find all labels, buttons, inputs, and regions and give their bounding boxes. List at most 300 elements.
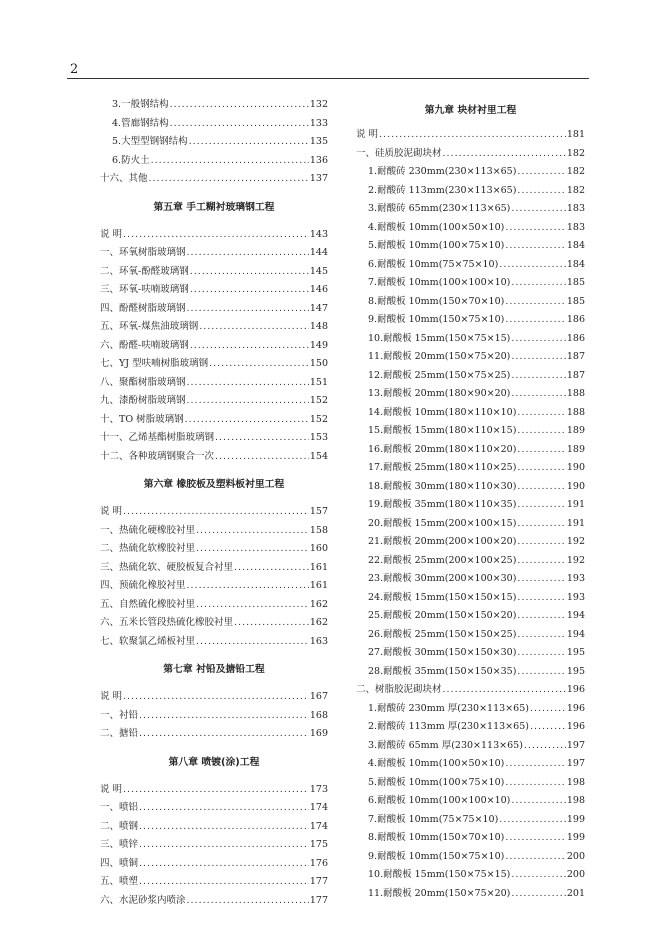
toc-entry-title: 4.管廊钢结构 [112, 117, 169, 129]
toc-entry-page: 160 [309, 543, 328, 554]
toc-entry-title: 一、环氧树脂玻璃钢 [100, 247, 186, 258]
toc-entry-page: 161 [309, 561, 328, 573]
toc-entry-title: 5.大型型钢钢结构 [112, 136, 188, 147]
toc-dot-leader [517, 166, 565, 177]
toc-entry-page: 186 [566, 332, 585, 344]
toc-entry [356, 219, 585, 238]
toc-entry-title: 一、硅质胶泥砌块材 [356, 147, 442, 159]
toc-dot-leader [511, 370, 565, 381]
toc-entry-title: 说 明 [100, 783, 123, 795]
toc-entry-title: 四、预硫化橡胶衬里 [100, 580, 186, 591]
toc-entry-page: 201 [566, 887, 585, 899]
toc-dot-leader [517, 555, 565, 566]
toc-dot-leader [187, 895, 309, 906]
toc-entry-title: 二、环氧-酚醛玻璃钢 [100, 265, 189, 277]
toc-dot-leader [505, 222, 566, 233]
toc-entry [100, 633, 328, 652]
toc-dot-leader [234, 562, 309, 573]
toc-dot-leader [511, 277, 565, 288]
toc-entry-page: 185 [566, 295, 585, 307]
toc-entry [356, 293, 585, 312]
toc-entry-title: 二、喷钢 [100, 820, 139, 832]
toc-entry-page: 196 [566, 702, 585, 714]
toc-entry [100, 725, 328, 744]
toc-dot-leader [196, 636, 309, 647]
toc-dot-leader [170, 118, 309, 129]
toc-entry-title: 七、YJ 型呋喃树脂玻璃钢 [100, 358, 209, 369]
toc-dot-leader [139, 710, 309, 721]
toc-entry-page: 177 [309, 894, 328, 906]
chapter-heading: 第八章 喷镀(涂)工程 [168, 756, 260, 768]
toc-entry-title: 11.耐酸板 20mm(150×75×20) [368, 887, 511, 899]
toc-entry-title: 7.耐酸板 10mm(75×75×10) [368, 813, 499, 825]
toc-entry-title: 15.耐酸板 15mm(180×110×15) [368, 425, 517, 436]
toc-entry-page: 147 [309, 302, 328, 314]
toc-entry [356, 774, 585, 793]
toc-dot-leader [511, 795, 565, 806]
toc-entry-page: 146 [309, 284, 328, 295]
toc-entry-page: 195 [566, 647, 585, 658]
toc-entry-page: 151 [309, 376, 328, 388]
toc-dot-leader [517, 481, 565, 492]
toc-dot-leader [215, 432, 309, 443]
toc-entry [356, 792, 585, 811]
toc-entry-page: 200 [566, 850, 585, 862]
toc-entry-page: 197 [566, 739, 585, 751]
toc-entry [356, 533, 585, 552]
toc-entry-title: 十、TO 树脂玻璃钢 [100, 413, 184, 425]
toc-entry-title: 16.耐酸板 20mm(180×110×20) [368, 443, 517, 455]
toc-entry [100, 170, 328, 189]
toc-dot-leader [524, 740, 566, 751]
toc-entry-page: 194 [566, 628, 585, 640]
chapter-heading: 第五章 手工糊衬玻璃钢工程 [153, 201, 275, 213]
toc-entry-page: 148 [309, 321, 328, 332]
toc-entry-title: 说 明 [100, 506, 123, 517]
toc-dot-leader [505, 832, 566, 843]
toc-entry-title: 20.耐酸板 15mm(200×100×15) [368, 517, 517, 529]
toc-entry-page: 184 [566, 240, 585, 251]
toc-entry-title: 17.耐酸板 25mm(180×110×25) [368, 462, 517, 473]
toc-entry [100, 688, 328, 707]
toc-dot-leader [187, 395, 309, 406]
chapter-heading: 第七章 衬铅及搪铅工程 [163, 664, 265, 675]
toc-dot-leader [149, 173, 309, 184]
toc-entry-page: 193 [566, 591, 585, 603]
toc-entry-title: 二、热硫化软橡胶衬里 [100, 543, 196, 554]
toc-entry-page: 195 [566, 665, 585, 677]
toc-entry-title: 2.耐酸砖 113mm 厚(230×113×65) [368, 721, 529, 732]
toc-entry-page: 136 [309, 154, 328, 166]
toc-entry-title: 三、喷锌 [100, 839, 139, 850]
toc-group [100, 96, 328, 170]
toc-dot-leader [530, 721, 566, 732]
toc-dot-leader [517, 499, 565, 510]
toc-entry-title: 十一、乙烯基酯树脂玻璃钢 [100, 432, 215, 443]
toc-dot-leader [443, 148, 566, 159]
toc-entry-title: 18.耐酸板 30mm(180×110×30) [368, 480, 517, 492]
toc-entry-title: 一、衬铅 [100, 709, 139, 721]
toc-entry-page: 200 [566, 869, 585, 880]
toc-dot-leader [517, 518, 565, 529]
toc-entry-page: 183 [566, 221, 585, 233]
toc-entry [356, 885, 585, 904]
toc-dot-leader [187, 377, 309, 388]
toc-dot-leader [189, 136, 309, 147]
toc-column-right [356, 96, 585, 903]
toc-entry-title: 9.耐酸板 10mm(150×75×10) [368, 314, 505, 325]
toc-entry [100, 448, 328, 467]
toc-entry [356, 422, 585, 441]
toc-entry-title: 三、热硫化软、硬胶板复合衬里 [100, 561, 234, 573]
toc-entry [100, 892, 328, 911]
toc-entry-title: 1.耐酸砖 230mm(230×113×65) [368, 166, 517, 177]
toc-entry-page: 184 [566, 258, 585, 270]
toc-entry-title: 五、自然硫化橡胶衬里 [100, 598, 196, 610]
toc-entry-page: 194 [566, 610, 585, 621]
toc-entry-page: 199 [566, 813, 585, 825]
toc-entry-title: 2.耐酸砖 113mm(230×113×65) [368, 184, 517, 196]
toc-dot-leader [530, 703, 566, 714]
toc-entry-page: 149 [309, 339, 328, 351]
toc-entry [356, 348, 585, 367]
toc-entry [356, 441, 585, 460]
toc-dot-leader [517, 666, 565, 677]
toc-entry-title: 6.耐酸板 10mm(75×75×10) [368, 258, 499, 270]
toc-entry [356, 330, 585, 349]
toc-entry-title: 3.一般钢结构 [112, 99, 169, 110]
toc-entry [100, 355, 328, 374]
toc-entry [356, 700, 585, 719]
toc-dot-leader [187, 247, 309, 258]
toc-group [100, 781, 328, 911]
toc-entry [356, 237, 585, 256]
toc-entry-title: 5.耐酸板 10mm(100×75×10) [368, 776, 505, 788]
toc-dot-leader [511, 388, 565, 399]
toc-dot-leader [517, 462, 565, 473]
toc-group [100, 688, 328, 744]
toc-entry [100, 318, 328, 337]
toc-dot-leader [517, 407, 565, 418]
toc-dot-leader [511, 869, 565, 880]
toc-entry-page: 182 [566, 184, 585, 196]
toc-dot-leader [190, 340, 309, 351]
toc-entry [356, 607, 585, 626]
toc-entry [356, 385, 585, 404]
toc-entry-page: 187 [566, 369, 585, 381]
toc-entry-page: 137 [309, 173, 328, 184]
toc-entry [100, 614, 328, 633]
toc-entry-page: 144 [309, 247, 328, 258]
toc-entry-title: 9.耐酸板 10mm(150×75×10) [368, 850, 505, 862]
toc-entry-page: 193 [566, 573, 585, 584]
toc-dot-leader [199, 321, 309, 332]
toc-entry-title: 四、酚醛树脂玻璃钢 [100, 302, 186, 314]
toc-dot-leader [170, 99, 309, 110]
toc-entry-page: 182 [566, 147, 585, 159]
toc-dot-leader [505, 851, 566, 862]
toc-dot-leader [123, 691, 309, 702]
toc-entry-page: 162 [309, 598, 328, 610]
toc-entry-title: 十六、其他 [100, 173, 148, 184]
toc-entry [100, 559, 328, 578]
toc-entry-title: 九、漆酚树脂玻璃钢 [100, 395, 186, 406]
toc-dot-leader [517, 573, 565, 584]
toc-entry-title: 六、酚醛-呋喃玻璃钢 [100, 339, 189, 351]
toc-entry-page: 135 [309, 136, 328, 147]
toc-entry-title: 13.耐酸板 20mm(180×90×20) [368, 388, 511, 399]
toc-dot-leader [505, 240, 566, 251]
toc-entry-title: 六、五米长管段热硫化橡胶衬里 [100, 617, 234, 628]
toc-entry [356, 274, 585, 293]
toc-entry-title: 3.耐酸砖 65mm(230×113×65) [368, 203, 511, 214]
toc-entry-title: 10.耐酸板 15mm(150×75×15) [368, 332, 511, 344]
toc-entry-page: 152 [309, 395, 328, 406]
toc-entry-page: 190 [566, 480, 585, 492]
toc-entry-title: 一、喷铝 [100, 802, 139, 813]
toc-entry-page: 186 [566, 314, 585, 325]
toc-entry-title: 22.耐酸板 25mm(200×100×25) [368, 554, 517, 566]
toc-entry-title: 说 明 [356, 129, 379, 140]
toc-dot-leader [505, 758, 566, 769]
toc-entry [100, 152, 328, 171]
toc-dot-leader [139, 802, 309, 813]
toc-entry [100, 281, 328, 300]
toc-dot-leader [517, 536, 565, 547]
toc-dot-leader [517, 610, 565, 621]
toc-entry-title: 6.耐酸板 10mm(100×100×10) [368, 795, 511, 806]
toc-entry-page: 173 [309, 783, 328, 795]
toc-entry [356, 681, 585, 700]
toc-entry-title: 五、环氧-煤焦油玻璃钢 [100, 321, 199, 332]
toc-entry-title: 4.耐酸板 10mm(100×50×10) [368, 221, 505, 233]
toc-entry-page: 196 [566, 721, 585, 732]
toc-entry-page: 157 [309, 506, 328, 517]
toc-entry-page: 145 [309, 265, 328, 277]
toc-entry-title: 一、热硫化硬橡胶衬里 [100, 524, 196, 536]
toc-dot-leader [505, 314, 566, 325]
toc-entry-page: 163 [309, 635, 328, 647]
toc-entry-title: 4.耐酸板 10mm(100×50×10) [368, 758, 505, 769]
toc-entry-page: 198 [566, 776, 585, 788]
toc-entry [356, 256, 585, 275]
toc-entry [356, 570, 585, 589]
toc-entry-title: 7.耐酸板 10mm(100×100×10) [368, 277, 511, 288]
toc-entry-title: 5.耐酸板 10mm(100×75×10) [368, 240, 505, 251]
toc-entry [356, 589, 585, 608]
toc-entry [356, 626, 585, 645]
toc-entry-page: 185 [566, 277, 585, 288]
toc-dot-leader [517, 592, 565, 603]
toc-entry [356, 848, 585, 867]
toc-column-left [100, 96, 328, 910]
toc-entry-page: 162 [309, 617, 328, 628]
toc-entry [100, 115, 328, 134]
toc-dot-leader [190, 266, 309, 277]
toc-entry-page: 174 [309, 802, 328, 813]
toc-entry-page: 192 [566, 536, 585, 547]
toc-dot-leader [209, 358, 309, 369]
toc-dot-leader [196, 543, 309, 554]
toc-entry-title: 四、喷铜 [100, 857, 139, 869]
toc-entry-title: 23.耐酸板 30mm(200×100×30) [368, 573, 517, 584]
toc-entry [100, 577, 328, 596]
toc-entry [100, 263, 328, 282]
toc-entry-title: 七、软聚氯乙烯板衬里 [100, 635, 196, 647]
toc-entry-page: 175 [309, 839, 328, 850]
toc-group [100, 503, 328, 651]
toc-entry-page: 182 [566, 166, 585, 177]
toc-entry-page: 181 [566, 129, 585, 140]
toc-dot-leader [499, 259, 566, 270]
toc-entry-title: 24.耐酸板 15mm(150×150×15) [368, 591, 517, 603]
toc-entry-page: 167 [309, 691, 328, 702]
toc-entry-page: 150 [309, 358, 328, 369]
chapter-heading: 第六章 橡胶板及塑料板衬里工程 [143, 479, 285, 490]
toc-entry-page: 199 [566, 832, 585, 843]
toc-entry-title: 十二、各种玻璃钢聚合一次 [100, 450, 215, 462]
toc-dot-leader [517, 647, 565, 658]
toc-entry [356, 182, 585, 201]
toc-entry-page: 153 [309, 432, 328, 443]
toc-entry [100, 429, 328, 448]
toc-dot-leader [517, 444, 565, 455]
toc-group [356, 126, 585, 163]
toc-entry [100, 133, 328, 152]
toc-entry [100, 855, 328, 874]
toc-group [356, 700, 585, 904]
toc-entry [356, 866, 585, 885]
toc-entry [356, 663, 585, 682]
toc-entry-page: 191 [566, 499, 585, 510]
toc-entry [356, 404, 585, 423]
toc-entry-page: 176 [309, 857, 328, 869]
toc-entry [356, 811, 585, 830]
toc-entry [100, 503, 328, 522]
toc-entry-title: 8.耐酸板 10mm(150×70×10) [368, 295, 505, 307]
toc-entry-page: 190 [566, 462, 585, 473]
toc-dot-leader [139, 821, 309, 832]
toc-entry-page: 154 [309, 450, 328, 462]
toc-entry-page: 168 [309, 709, 328, 721]
toc-entry [100, 244, 328, 263]
toc-entry [100, 300, 328, 319]
toc-group [100, 170, 328, 189]
toc-dot-leader [187, 580, 309, 591]
toc-entry-title: 3.耐酸砖 65mm 厚(230×113×65) [368, 739, 523, 751]
header-rule [67, 78, 589, 79]
toc-entry [356, 311, 585, 330]
toc-group [356, 163, 585, 681]
toc-dot-leader [517, 425, 565, 436]
toc-entry-title: 12.耐酸板 25mm(150×75×25) [368, 369, 511, 381]
toc-dot-leader [215, 451, 309, 462]
toc-entry [356, 644, 585, 663]
toc-entry [356, 718, 585, 737]
toc-dot-leader [517, 629, 565, 640]
toc-entry [100, 522, 328, 541]
toc-dot-leader [505, 296, 566, 307]
toc-group [100, 226, 328, 467]
toc-entry-title: 27.耐酸板 30mm(150×150×30) [368, 647, 517, 658]
toc-entry-page: 174 [309, 820, 328, 832]
toc-entry-page: 196 [566, 684, 585, 695]
toc-entry-page: 191 [566, 517, 585, 529]
toc-entry [356, 200, 585, 219]
toc-entry-page: 198 [566, 795, 585, 806]
toc-entry [100, 226, 328, 245]
chapter-heading: 第九章 块材衬里工程 [424, 105, 517, 116]
toc-entry [100, 374, 328, 393]
toc-entry-title: 8.耐酸板 10mm(150×70×10) [368, 832, 505, 843]
toc-entry [356, 145, 585, 164]
toc-entry-title: 说 明 [100, 228, 123, 240]
toc-dot-leader [511, 888, 565, 899]
toc-entry-page: 189 [566, 425, 585, 436]
toc-dot-leader [511, 351, 565, 362]
toc-dot-leader [123, 229, 309, 240]
toc-entry [100, 96, 328, 115]
toc-entry-page: 158 [309, 524, 328, 536]
toc-entry-title: 三、环氧-呋喃玻璃钢 [100, 284, 189, 295]
toc-entry [356, 737, 585, 756]
toc-dot-leader [185, 414, 309, 425]
toc-dot-leader [517, 185, 565, 196]
toc-dot-leader [123, 784, 309, 795]
toc-entry-title: 五、喷塑 [100, 876, 139, 887]
toc-entry [356, 552, 585, 571]
toc-entry-page: 152 [309, 413, 328, 425]
toc-entry-title: 六、水泥砂浆内喷涂 [100, 894, 186, 906]
toc-entry-title: 二、树脂胶泥砌块材 [356, 684, 442, 695]
toc-entry [356, 755, 585, 774]
toc-dot-leader [379, 129, 566, 140]
toc-entry [100, 392, 328, 411]
toc-dot-leader [187, 303, 309, 314]
toc-entry-title: 二、搪铅 [100, 728, 139, 739]
toc-entry-page: 133 [309, 117, 328, 129]
toc-entry-title: 28.耐酸板 35mm(150×150×35) [368, 665, 517, 677]
toc-dot-leader [511, 203, 565, 214]
toc-entry-page: 132 [309, 99, 328, 110]
toc-dot-leader [234, 617, 309, 628]
toc-dot-leader [505, 777, 566, 788]
toc-dot-leader [190, 284, 309, 295]
toc-entry-page: 188 [566, 388, 585, 399]
toc-dot-leader [139, 728, 309, 739]
toc-entry [100, 781, 328, 800]
toc-entry [356, 459, 585, 478]
toc-dot-leader [123, 506, 309, 517]
toc-entry-page: 189 [566, 443, 585, 455]
toc-entry [100, 873, 328, 892]
toc-entry [100, 337, 328, 356]
toc-entry [356, 496, 585, 515]
toc-entry [356, 515, 585, 534]
toc-entry [100, 411, 328, 430]
toc-dot-leader [151, 155, 309, 166]
toc-entry-title: 14.耐酸板 10mm(180×110×10) [368, 406, 517, 418]
toc-entry [100, 540, 328, 559]
toc-entry-page: 169 [309, 728, 328, 739]
toc-entry [100, 836, 328, 855]
toc-group [356, 681, 585, 700]
toc-entry-page: 187 [566, 351, 585, 362]
toc-entry-title: 10.耐酸板 15mm(150×75×15) [368, 869, 511, 880]
toc-dot-leader [499, 814, 566, 825]
toc-entry-title: 25.耐酸板 20mm(150×150×20) [368, 610, 517, 621]
toc-entry-title: 19.耐酸板 35mm(180×110×35) [368, 499, 517, 510]
